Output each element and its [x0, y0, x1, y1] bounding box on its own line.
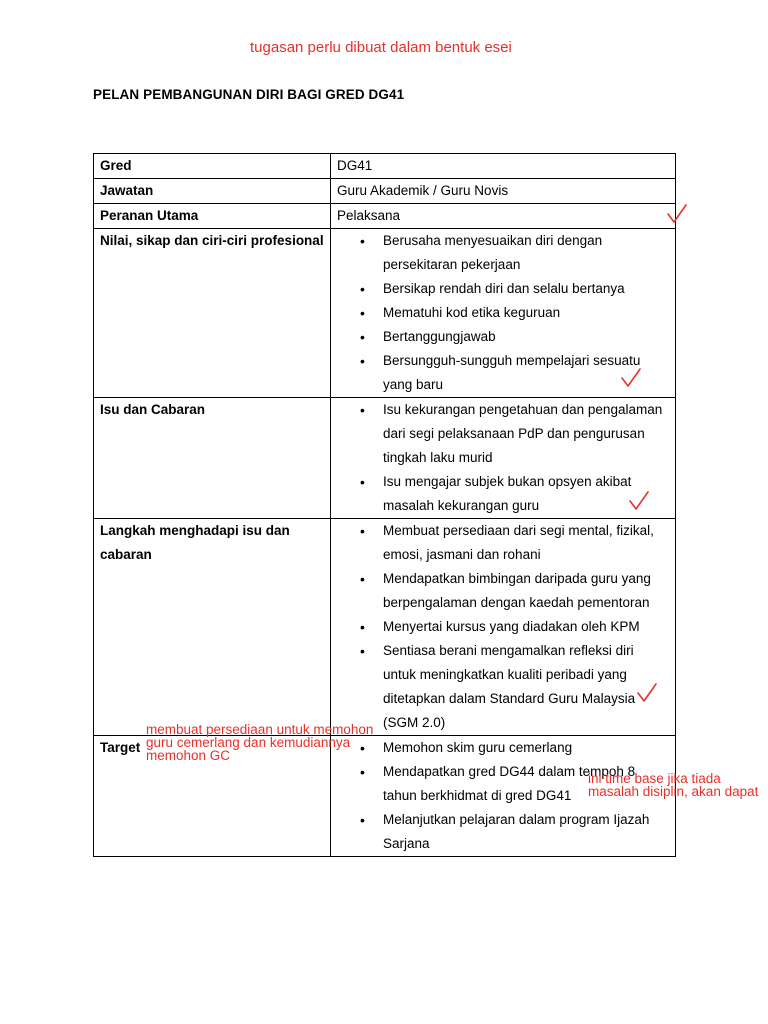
annotation-line: guru cemerlang dan kemudiannya: [146, 735, 351, 750]
bullet-list: [337, 519, 669, 735]
list-item: • Menyertai kursus yang diadakan oleh KPM: [383, 615, 669, 639]
table-row-langkah: [94, 519, 676, 736]
list-item: • Memohon skim guru cemerlang: [383, 736, 669, 760]
annotation-line: memohon GC: [146, 748, 231, 763]
row-value: DG41: [331, 154, 676, 179]
list-item: • Berusaha menyesuaikan diri dengan persekitaran pekerjaan: [383, 229, 669, 277]
list-item: • Sentiasa berani mengamalkan refleksi diri untuk meningkatkan kualiti peribadi yang ditetapkan dalam Standard Guru Malaysia (SGM 2.0): [383, 639, 669, 735]
row-value: [331, 398, 676, 519]
table-row-gred: [94, 154, 676, 179]
table-row-jawatan: [94, 179, 676, 204]
checkmark-icon: [628, 490, 650, 512]
row-label: Peranan Utama: [94, 204, 331, 229]
annotation-line: membuat persediaan untuk memohon: [146, 722, 374, 737]
table-row-nilai-sikap: [94, 229, 676, 398]
list-item: • Mendapatkan bimbingan daripada guru yang berpengalaman dengan kaedah pementoran: [383, 567, 669, 615]
list-item: • Mendapatkan gred DG44 dalam tempoh 8 tahun berkhidmat di gred DG41: [383, 760, 669, 808]
list-item: • Bertanggungjawab: [383, 325, 669, 349]
row-label: Isu dan Cabaran: [94, 398, 331, 519]
row-value: Guru Akademik / Guru Novis: [331, 179, 676, 204]
list-item: • Isu mengajar subjek bukan opsyen akibat masalah kekurangan guru: [383, 470, 669, 518]
annotation-line: masalah disiplin, akan dapat: [588, 784, 759, 799]
table-row-isu-cabaran: [94, 398, 676, 519]
table-row-peranan-utama: [94, 204, 676, 229]
list-item: • Melanjutkan pelajaran dalam program Ijazah Sarjana: [383, 808, 669, 856]
top-annotation: tugasan perlu dibuat dalam bentuk esei: [250, 39, 512, 56]
list-item: • Isu kekurangan pengetahuan dan pengalaman dari segi pelaksanaan PdP dan pengurusan tingkah laku murid: [383, 398, 669, 470]
target-annotation: [146, 723, 373, 762]
checkmark-icon: [666, 203, 688, 225]
row-value: [331, 519, 676, 736]
row-label: Jawatan: [94, 179, 331, 204]
list-item: • Bersungguh-sungguh mempelajari sesuatu yang baru: [383, 349, 669, 397]
document-title: PELAN PEMBANGUNAN DIRI BAGI GRED DG41: [93, 87, 405, 102]
row-label: Nilai, sikap dan ciri-ciri profesional: [94, 229, 331, 398]
list-item: • Bersikap rendah diri dan selalu bertanya: [383, 277, 669, 301]
side-annotation: [588, 772, 758, 798]
list-item: • Mematuhi kod etika keguruan: [383, 301, 669, 325]
checkmark-icon: [636, 682, 658, 704]
row-label: Gred: [94, 154, 331, 179]
row-label: Langkah menghadapi isu dan cabaran: [94, 519, 331, 736]
row-label: Target: [94, 736, 331, 857]
row-value: Pelaksana: [331, 204, 676, 229]
annotation-line: ini time base jika tiada: [588, 771, 721, 786]
checkmark-icon: [620, 367, 642, 389]
bullet-list: [337, 398, 669, 518]
list-item: • Membuat persediaan dari segi mental, fizikal, emosi, jasmani dan rohani: [383, 519, 669, 567]
